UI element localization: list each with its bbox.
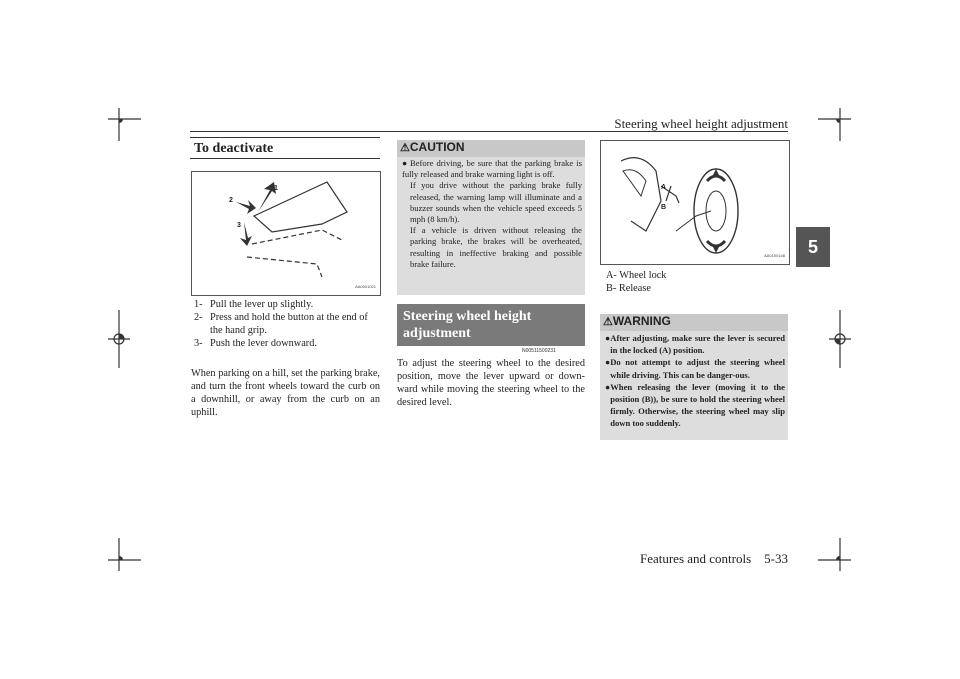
- callout-b: B: [661, 204, 667, 211]
- warning-triangle-icon: ⚠: [400, 142, 410, 154]
- chapter-tab: 5: [796, 227, 830, 267]
- warning-triangle-icon: ⚠: [603, 316, 613, 328]
- warning-item: ● Do not attempt to adjust the steering wheel while driving. This can be danger-ous.: [605, 357, 785, 380]
- caution-label: CAUTION: [409, 140, 465, 154]
- section-code: N00511500231: [522, 348, 556, 354]
- parking-brake-lever-illustration: [192, 172, 380, 295]
- caution-item: ● Before driving, be sure that the parking brake is fully released and brake warning light is off.: [402, 158, 582, 180]
- warning-item: ● After adjusting, make sure the lever is secured in the locked (A) position.: [605, 333, 785, 356]
- bullet-icon: ●: [605, 381, 611, 392]
- bullet-icon: ●: [605, 357, 611, 368]
- hill-parking-paragraph: When parking on a hill, set the parking brake, and turn the front wheels toward the curb on a downhill, or away from the curb on an uphill.: [191, 368, 380, 418]
- figure-legend: [606, 269, 786, 295]
- caution-header: [397, 140, 585, 157]
- callout-1: 1: [274, 185, 278, 192]
- warning-body: [605, 332, 785, 430]
- figure-code: AA0001021: [355, 284, 376, 289]
- page-footer: Features and controls 5-33: [639, 551, 788, 566]
- section-heading-steering: Steering wheel height adjustment: [397, 304, 585, 346]
- steering-paragraph: To adjust the steering wheel to the desired position, move the lever upward or down-ward while moving the steering wheel to the desired level.: [397, 358, 585, 408]
- bullet-icon: ●: [402, 158, 408, 168]
- steering-wheel-figure: [600, 140, 790, 265]
- caution-item: If you drive without the parking brake fully released, the warning lamp will illuminate and a buzzer sounds when the vehicle speed exceeds 5 mph (8 km/h).: [410, 180, 582, 225]
- callout-2: 2: [229, 197, 233, 204]
- caution-body: [402, 158, 582, 270]
- figure-code: AA0100148: [764, 253, 785, 258]
- step-3: 3- Push the lever downward.: [194, 338, 317, 349]
- header-rule: [190, 131, 788, 132]
- parking-brake-figure: [191, 171, 381, 296]
- step-1: 1- Pull the lever up slightly.: [194, 299, 314, 310]
- caution-item: If a vehicle is driven without releasing the parking brake, the brakes will be overheated, resulting in ineffective braking and possible brake failure.: [410, 225, 582, 269]
- section-heading-deactivate: To deactivate: [190, 137, 380, 159]
- warning-header: [600, 314, 788, 331]
- callout-a: A: [661, 184, 667, 191]
- legend-item-b: B- Release: [606, 283, 651, 294]
- steering-wheel-illustration: [601, 141, 789, 264]
- warning-item: ● When releasing the lever (moving it to the position (B)), be sure to hold the steering wheel firmly. Otherwise, the steering wheel may slip down too suddenly.: [605, 381, 785, 429]
- bullet-icon: ●: [605, 333, 611, 343]
- page-header-title: Steering wheel height adjustment: [614, 116, 788, 131]
- warning-label: WARNING: [612, 314, 671, 328]
- legend-item-a: A- Wheel lock: [606, 270, 667, 281]
- deactivate-steps: [194, 298, 380, 350]
- step-2: 2- Press and hold the button at the end of the hand grip.: [194, 312, 368, 336]
- callout-3: 3: [237, 222, 241, 229]
